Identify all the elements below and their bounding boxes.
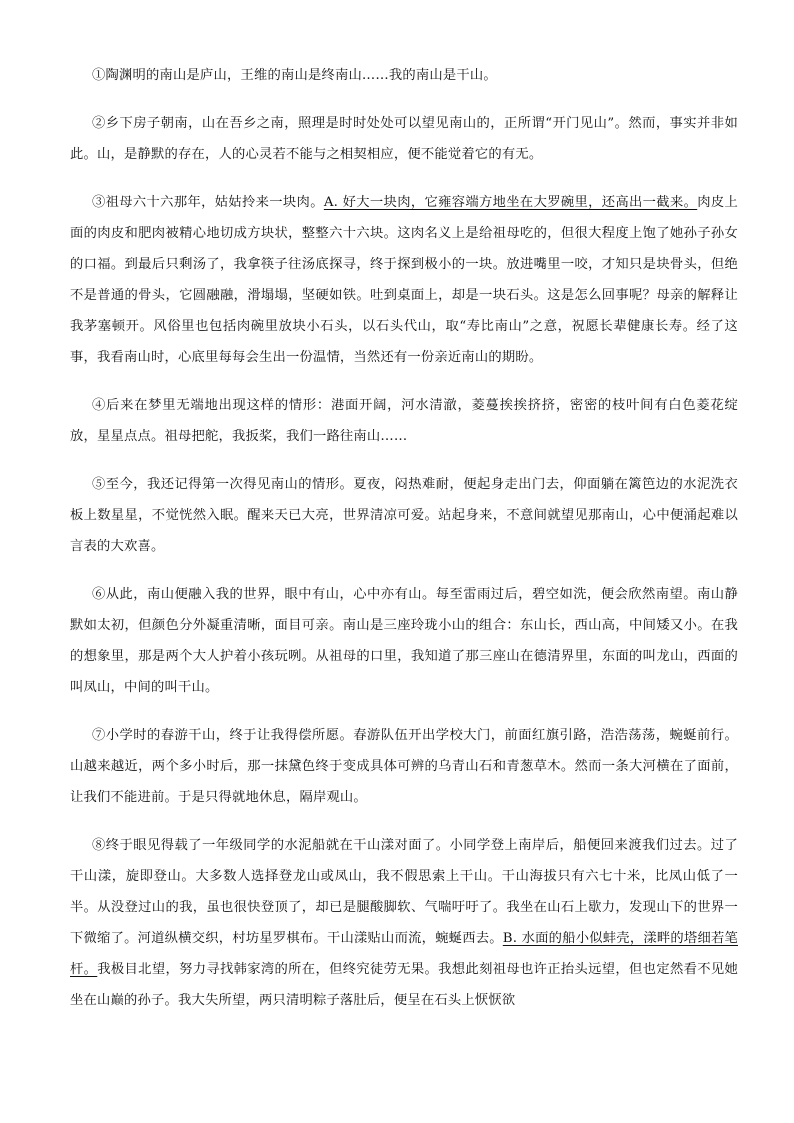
paragraph-2 [70,108,738,170]
text-segment: 我极目北望，努力寻找韩家湾的所在，但终究徒劳无果。我想此刻祖母也许正抬头远望，但也定然看不见她坐在山巅的孙子。我大失所望，两只清明粽子落肚后，便呈在石头上恹恹欲 [70,962,738,1008]
paragraph-4 [70,390,738,452]
text-segment: 肉皮上面的肉皮和肥肉被精心地切成方块状，整整六十六块。这肉名义上是给祖母吃的，但很大程度上饱了她孙子孙女的口福。到最后只剩汤了，我拿筷子往汤底探寻，终于探到极小的一块。放进嘴里一咬，才知只是块骨头，但绝不是普通的骨头，它圆融融，滑塌塌，坚硬如铁。吐到桌面上，却是一块石头。这是怎么回事呢？母亲的解释让我茅塞顿开。风俗里也包括肉碗里放块小石头，以石头代山，取“寿比南山”之意，祝愿长辈健康长寿。经了这事，我看南山时，心底里每每会生出一份温情，当然还有一份亲近南山的期盼。 [70,195,738,365]
paragraph-1 [70,60,738,91]
paragraph-8 [70,830,738,1016]
paragraph-3 [70,187,738,373]
text-segment: ⑧终于眼见得载了一年级同学的水泥船就在干山漾对面了。小同学登上南岸后，船便回来渡我们过去。过了干山漾，旋即登山。大多数人选择登龙山或凤山，我不假思索上干山。干山海拔只有六七十米，比凤山低了一半。从没登过山的我，虽也很快登顶了，却已是腿酸脚软、气喘吁吁了。我坐在山石上歇力，发现山下的世界一下微缩了。河道纵横交织，村坊星罗棋布。干山漾贴山而流，蜿蜒西去。 [70,838,738,946]
text-segment: ②乡下房子朝南，山在吾乡之南，照理是时时处处可以望见南山的，正所谓“开门见山”。然而，事实并非如此。山，是静默的存在，人的心灵若不能与之相契相应，便不能觉着它的有无。 [70,116,738,162]
text-segment: ③祖母六十六那年，姑姑拎来一块肉。 [92,195,324,210]
underlined-sentence: B. 水面的船小似蚌壳，漾畔的塔细若笔杆。 [70,931,738,977]
text-segment: ⑤至今，我还记得第一次得见南山的情形。夏夜，闷热难耐，便起身走出门去，仰面躺在篱笆边的水泥洗衣板上数星星，不觉恍然入眠。醒来天已大亮，世界清凉可爱。站起身来，不意间就望见那南山，心中便涌起难以言表的大欢喜。 [70,477,738,554]
text-segment: ⑥从此，南山便融入我的世界，眼中有山，心中亦有山。每至雷雨过后，碧空如洗，便会欣然南望。南山静默如太初，但颜色分外凝重清晰，面目可亲。南山是三座玲珑小山的组合：东山长，西山高，中间矮又小。在我的想象里，那是两个大人护着小孩玩咧。从祖母的口里，我知道了那三座山在德清界里，东面的叫龙山，西面的叫凤山，中间的叫干山。 [70,587,738,695]
article-body [70,60,738,1016]
paragraph-6 [70,579,738,703]
text-segment: ⑦小学时的春游干山，终于让我得偿所愿。春游队伍开出学校大门，前面红旗引路，浩浩荡荡，蜿蜒前行。山越来越近，两个多小时后，那一抹黛色终于变成具体可辨的乌青山石和青葱草木。然而一条大河横在了面前，让我们不能进前。于是只得就地休息，隔岸观山。 [70,728,738,805]
paragraph-5 [70,469,738,562]
paragraph-7 [70,720,738,813]
text-segment: ①陶渊明的南山是庐山，王维的南山是终南山……我的南山是干山。 [92,68,497,83]
underlined-sentence: A. 好大一块肉，它雍容端方地坐在大罗碗里，还高出一截来。 [323,195,698,210]
text-segment: ④后来在梦里无端地出现这样的情形：港面开阔，河水清澈，菱蔓挨挨挤挤，密密的枝叶间有白色菱花绽放，星星点点。祖母把舵，我扳桨，我们一路往南山…… [70,398,738,444]
